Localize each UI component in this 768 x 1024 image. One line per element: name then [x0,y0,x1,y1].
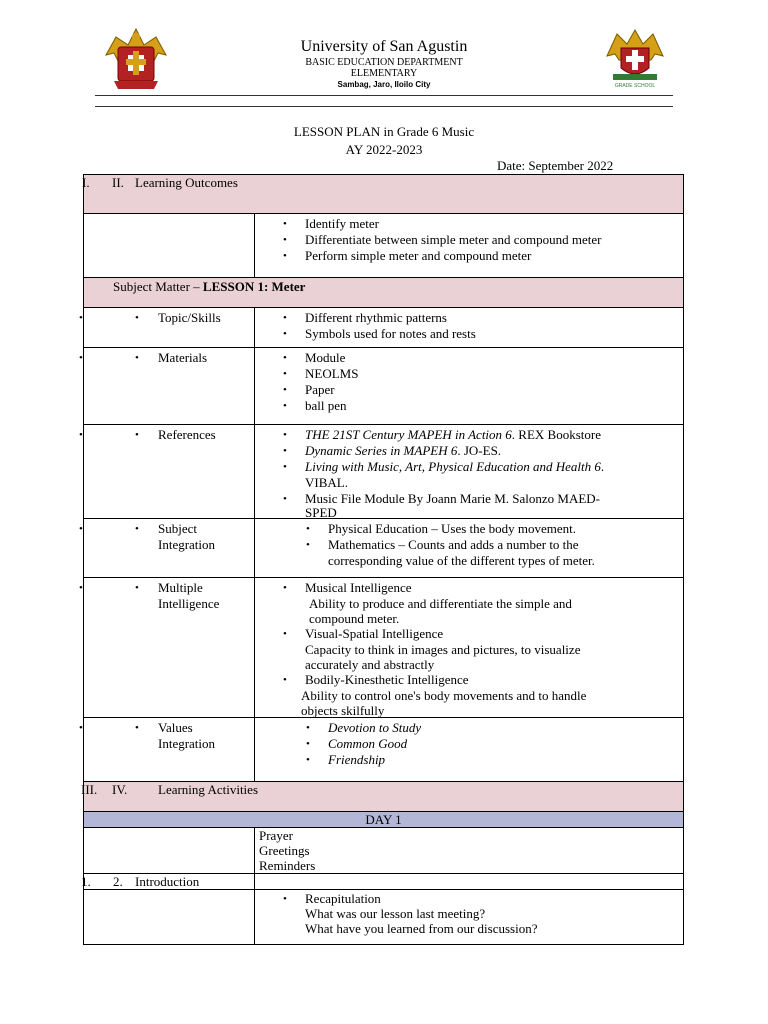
references-row [79,424,684,520]
subject-integration-row [79,518,684,578]
academic-year: AY 2022-2023 [345,142,423,157]
bullet: • [79,312,83,324]
recap-title: Recapitulation [305,891,381,906]
section-title: Introduction [135,874,200,889]
material-item: Paper [305,382,335,397]
lesson-date: Date: September 2022 [497,158,614,173]
intelligence-desc: Ability to produce and differentiate the simple and [309,596,572,611]
column-divider [254,874,255,889]
bullet: • [135,312,139,324]
column-divider [254,828,255,873]
row-label: Intelligence [158,596,220,611]
bullet: • [283,400,287,412]
intelligence-desc: Capacity to think in images and pictures, to visualize [305,642,581,657]
materials-row [79,347,684,425]
row-label: Subject [158,521,197,536]
bullet: • [283,312,287,324]
subject-matter-header-row [83,277,684,308]
reference-item-cont: SPED [305,505,337,520]
material-item: NEOLMS [305,366,359,381]
bullet: • [283,234,287,246]
topic-item: Symbols used for notes and rests [305,326,476,341]
bullet: • [306,523,310,535]
bullet: • [283,628,287,640]
bullet: • [306,738,310,750]
reference-item-cont: VIBAL. [305,475,348,490]
bullet: • [135,352,139,364]
bullet: • [283,328,287,340]
section-number: II. [112,175,124,190]
bullet: • [135,523,139,535]
bullet: • [283,893,287,905]
column-divider [254,308,255,347]
school-address: Sambag, Jaro, Iloilo City [337,80,431,89]
column-divider [254,348,255,424]
bullet: • [79,352,83,364]
row-label: Integration [158,736,216,751]
header-divider [95,95,673,96]
column-divider [254,578,255,717]
introduction-header-row [83,873,684,890]
bullet: • [306,754,310,766]
column-divider [254,890,255,944]
recapitulation-row [83,889,684,945]
svg-text:GRADE SCHOOL: GRADE SCHOOL [614,83,656,89]
row-label: Values [158,720,193,735]
row-label: Topic/Skills [158,310,221,325]
bullet: • [306,539,310,551]
learning-outcomes-header-row [83,174,684,214]
bullet: • [135,429,139,441]
intelligence-item: Visual-Spatial Intelligence [305,626,444,641]
intelligence-desc: accurately and abstractly [305,657,435,672]
header-divider [95,106,673,107]
bullet: • [79,523,83,535]
intelligence-item: Musical Intelligence [305,580,412,595]
intelligence-item: Bodily-Kinesthetic Intelligence [305,672,469,687]
bullet: • [283,384,287,396]
integration-item: Mathematics – Counts and adds a number to the [328,537,579,552]
topic-item: Different rhythmic patterns [305,310,447,325]
day-header-row [83,811,684,828]
section-number: 2. [113,874,123,889]
prelim-item: Greetings [259,843,310,858]
integration-item: Physical Education – Uses the body movement. [328,521,577,536]
bullet: • [283,429,287,441]
learning-activities-header-row [83,781,684,812]
section-title: Learning Activities [158,782,259,797]
recap-question: What have you learned from our discussion? [305,921,538,936]
section-number: III. [81,782,98,797]
prelim-item: Reminders [259,858,316,873]
column-divider [254,519,255,577]
recap-question: What was our lesson last meeting? [305,906,486,921]
day-label: DAY 1 [365,812,402,827]
row-label: References [158,427,216,442]
bullet: • [283,674,287,686]
preliminaries-row [83,827,684,874]
outcome-item: Identify meter [305,216,379,231]
value-item: Common Good [328,736,408,751]
values-integration-row [79,717,684,782]
integration-item-cont: corresponding value of the different types of meter. [328,553,595,568]
reference-item: Music File Module By Joann Marie M. Salonzo MAED- [305,491,601,506]
school-level: ELEMENTARY [350,68,418,79]
row-label: Integration [158,537,216,552]
value-item: Devotion to Study [328,720,422,735]
bullet: • [283,368,287,380]
bullet: • [283,445,287,457]
section-title: Learning Outcomes [135,175,238,190]
column-divider [254,425,255,518]
bullet: • [283,493,287,505]
bullet: • [135,582,139,594]
bullet: • [283,582,287,594]
bullet: • [283,352,287,364]
topic-skills-row [79,307,684,348]
bullet: • [306,722,310,734]
material-item: ball pen [305,398,347,413]
reference-item: Dynamic Series in MAPEH 6. JO-ES. [305,443,502,458]
department-name: BASIC EDUCATION DEPARTMENT [305,57,463,68]
intelligence-desc: objects skilfully [301,703,385,718]
section-number: IV. [112,782,128,797]
outcome-item: Perform simple meter and compound meter [305,248,532,263]
bullet: • [79,429,83,441]
value-item: Friendship [328,752,386,767]
section-number: 1. [81,874,91,889]
intelligence-desc: Ability to control one's body movements and to handle [301,688,587,703]
outcome-item: Differentiate between simple meter and compound meter [305,232,602,247]
reference-item: THE 21ST Century MAPEH in Action 6. REX Bookstore [305,427,601,442]
lesson-plan-title: LESSON PLAN in Grade 6 Music [293,124,475,139]
column-divider [254,214,255,277]
row-label: Multiple [158,580,203,595]
university-name: University of San Agustin [300,38,468,55]
bullet: • [283,250,287,262]
bullet: • [79,582,83,594]
intelligence-desc: compound meter. [309,611,400,626]
reference-item: Living with Music, Art, Physical Education and Health 6. [305,459,605,474]
row-label: Materials [158,350,208,365]
bullet: • [79,722,83,734]
bullet: • [283,218,287,230]
learning-outcomes-row [83,213,684,278]
material-item: Module [305,350,346,365]
section-number: I. [82,175,90,190]
subject-matter-title: Subject Matter – LESSON 1: Meter [113,279,306,294]
bullet: • [283,461,287,473]
multiple-intelligence-row [79,577,684,718]
prelim-item: Prayer [259,828,293,843]
bullet: • [135,722,139,734]
column-divider [254,718,255,781]
